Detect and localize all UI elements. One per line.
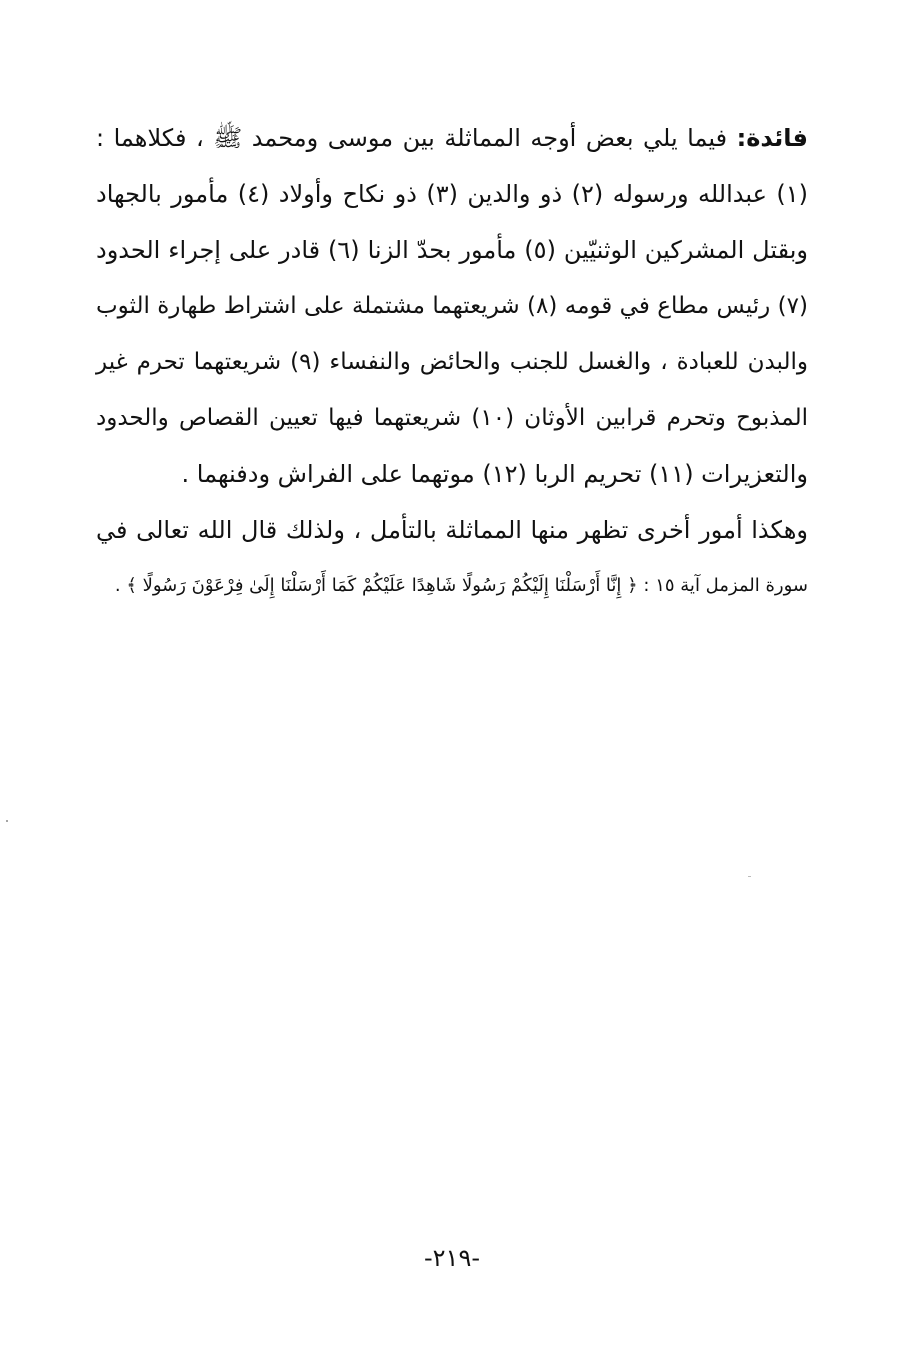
paragraph-1-line-7: والتعزيرات (١١) تحريم الربا (١٢) موتهما على الفراش ودفنهما .	[181, 460, 808, 488]
page-number: -٢١٩-	[423, 1244, 480, 1272]
paragraph-1-line-1-text: فيما يلي بعض أوجه المماثلة بين موسى ومحمد ﷺ ، فكلاهما :	[96, 124, 728, 152]
paragraph-1-line-1	[96, 110, 808, 166]
scan-speck	[748, 876, 751, 877]
paragraph-2-line-2: سورة المزمل آية ١٥ : ﴿ إِنَّا أَرْسَلْنَا إِلَيْكُمْ رَسُولًا شَاهِدًا عَلَيْكُمْ كَمَا أَرْسَلْنَا إِلَىٰ فِرْعَوْنَ رَسُولًا ﴾ .	[114, 575, 808, 596]
paragraph-1-line-5: والبدن للعبادة ، والغسل للجنب والحائض والنفساء (٩) شريعتهما تحرم غير	[96, 349, 808, 375]
paragraph-1-line-2: (١) عبدالله ورسوله (٢) ذو والدين (٣) ذو نكاح وأولاد (٤) مأمور بالجهاد	[96, 180, 809, 208]
scan-speck	[6, 820, 8, 822]
paragraph-1-line-4: (٧) رئيس مطاع في قومه (٨) شريعتهما مشتملة على اشتراط طهارة الثوب	[96, 293, 808, 319]
body-text	[96, 110, 808, 614]
note-heading: فائدة:	[736, 124, 808, 152]
paragraph-1-line-6: المذبوح وتحرم قرابين الأوثان (١٠) شريعتهما فيها تعيين القصاص والحدود	[96, 405, 808, 431]
paragraph-1-line-3: وبقتل المشركين الوثنيّين (٥) مأمور بحدّ الزنا (٦) قادر على إجراء الحدود	[96, 236, 808, 264]
paragraph-2-line-1: وهكذا أمور أخرى تظهر منها المماثلة بالتأمل ، ولذلك قال الله تعالى في	[96, 516, 808, 544]
